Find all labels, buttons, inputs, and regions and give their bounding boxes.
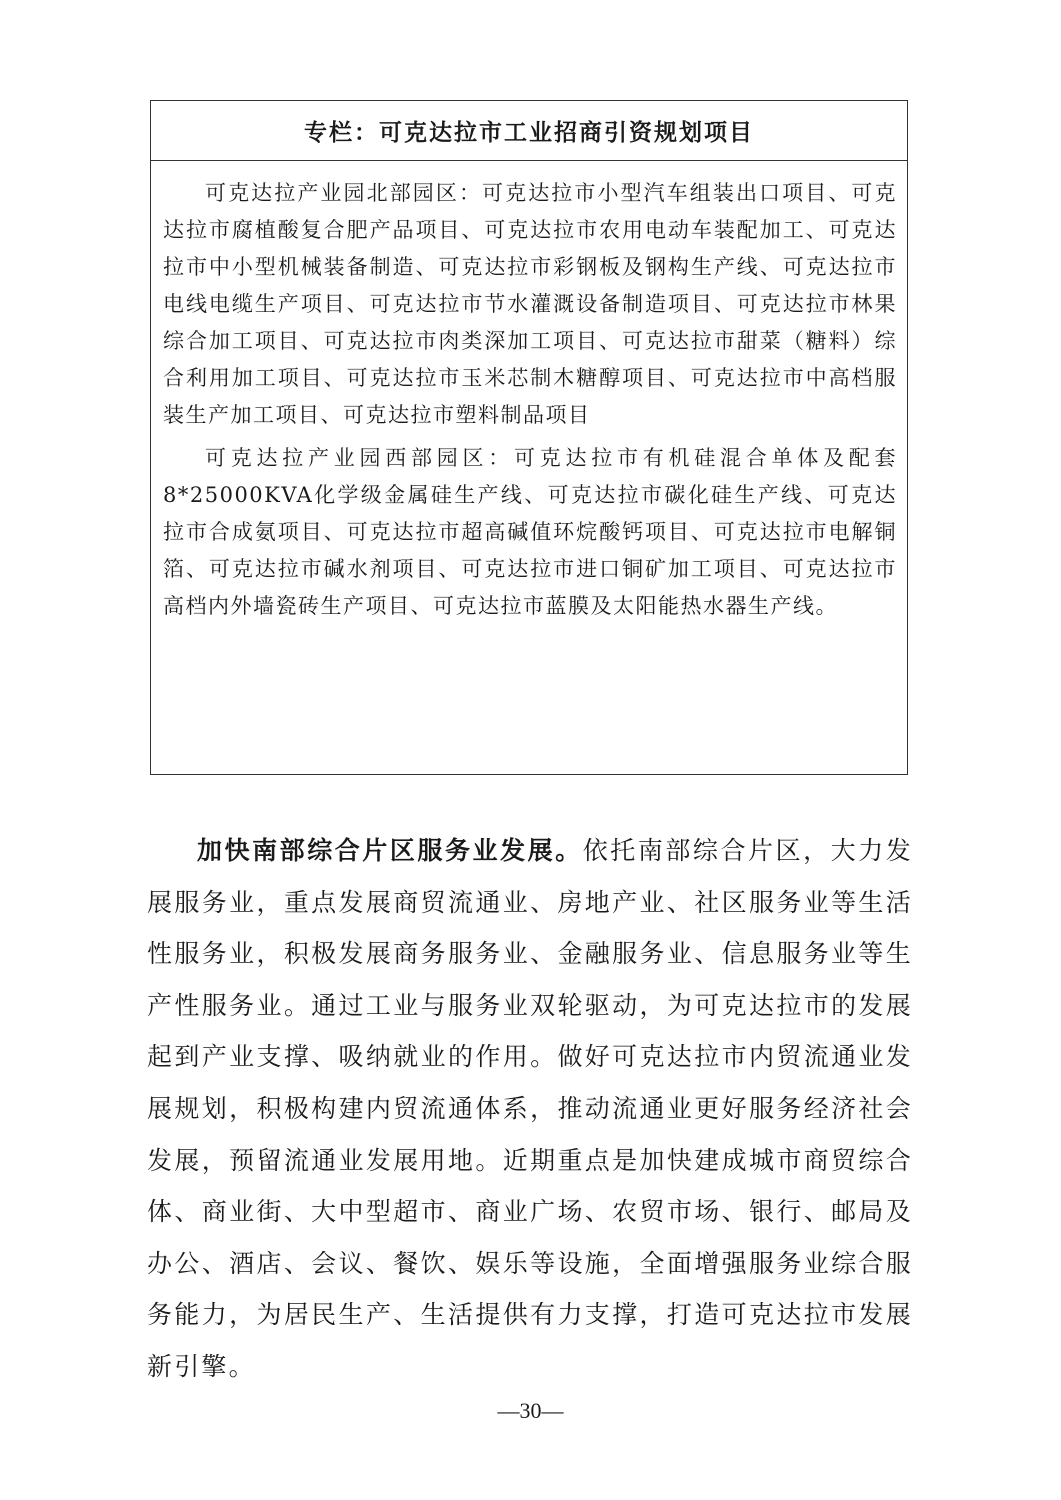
main-paragraph-body: 依托南部综合片区，大力发展服务业，重点发展商贸流通业、房地产业、社区服务业等生活性服务业，积极发展商务服务业、金融服务业、信息服务业等生产性服务业。通过工业与服务业双轮驱动，为可克达拉市的发展起到产业支撑、吸纳就业的作用。做好可克达拉市内贸流通业发展规划，积极构建内贸流通体系，推动流通业更好服务经济社会发展，预留流通业发展用地。近期重点是加快建成城市商贸综合体、商业街、大中型超市、商业广场、农贸市场、银行、邮局及办公、酒店、会议、餐饮、娱乐等设施，全面增强服务业综合服务能力，为居民生产、生活提供有力支撑，打造可克达拉市发展新引擎。 — [147, 836, 913, 1381]
page-number: —30— — [497, 1398, 564, 1423]
sidebar-box — [150, 100, 908, 775]
main-bold-lead: 加快南部综合片区服务业发展。 — [197, 836, 583, 865]
main-paragraph — [147, 825, 913, 1393]
box-body — [151, 161, 907, 625]
box-title: 专栏：可克达拉市工业招商引资规划项目 — [151, 101, 907, 161]
main-text — [147, 825, 913, 1393]
box-paragraph-north: 可克达拉产业园北部园区：可克达拉市小型汽车组装出口项目、可克达拉市腐植酸复合肥产品项目、可克达拉市农用电动车装配加工、可克达拉市中小型机械装备制造、可克达拉市彩钢板及钢构生产线、可克达拉市电线电缆生产项目、可克达拉市节水灌溉设备制造项目、可克达拉市林果综合加工项目、可克达拉市肉类深加工项目、可克达拉市甜菜（糖料）综合利用加工项目、可克达拉市玉米芯制木糖醇项目、可克达拉市中高档服装生产加工项目、可克达拉市塑料制品项目 — [163, 181, 897, 427]
box-paragraph-west: 可克达拉产业园西部园区：可克达拉市有机硅混合单体及配套8*25000KVA化学级金属硅生产线、可克达拉市碳化硅生产线、可克达拉市合成氨项目、可克达拉市超高碱值环烷酸钙项目、可克达拉市电解铜箔、可克达拉市碱水剂项目、可克达拉市进口铜矿加工项目、可克达拉市高档内外墙瓷砖生产项目、可克达拉市蓝膜及太阳能热水器生产线。 — [163, 446, 897, 618]
